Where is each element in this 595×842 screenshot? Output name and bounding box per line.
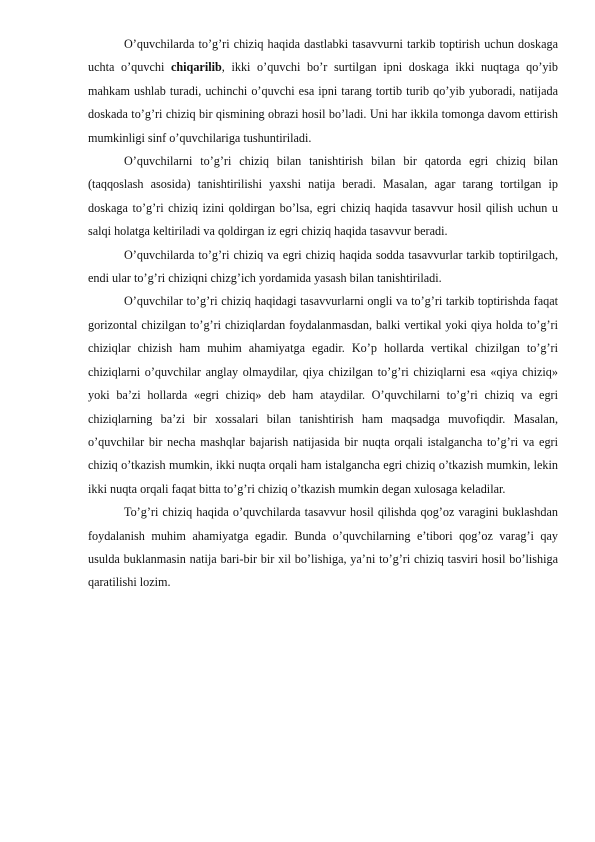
document-page bbox=[88, 33, 558, 595]
paragraph-1-text-start: O’quvchilarda to’g’ri chiziq haqida dastlabki tasavvurni tarkib toptirish uchun doskaga uchta o’quvchi bbox=[88, 37, 558, 75]
paragraph-1 bbox=[88, 33, 558, 150]
paragraph-5: To’g’ri chiziq haqida o’quvchilarda tasavvur hosil qilishda qog’oz varagini buklashdan foydalanish muhim ahamiyatga egadir. Bunda o’quvchilarning e’tibori qog’oz varag’i qay usulda buklanmasin natija bari-bir bir xil bo’lishiga, ya’ni to’g’ri chiziq tasviri hosil bo’lishiga qaratilishi lozim. bbox=[88, 505, 558, 590]
paragraph-3: O’quvchilarda to’g’ri chiziq va egri chiziq haqida sodda tasavvurlar tarkib toptirilgach, endi ular to’g’ri chiziqni chizg’ich yordamida yasash bilan tanishtiriladi. bbox=[88, 247, 558, 286]
paragraph-1-text-end: , ikki o’quvchi bo’r surtilgan ipni doskaga ikki nuqtaga qo’yib mahkam ushlab turadi, uchinchi o’quvchi esa ipni tarang tortib turib qo’yib yuboradi, natijada doskada to’g’ri chiziq bir qismining obrazi hosil bo’ladi. Uni har ikkila tomonga davom ettirish mumkinligi sinf o’quvchilariga tushuntiriladi. bbox=[88, 60, 558, 145]
paragraph-2: O’quvchilarni to’g’ri chiziq bilan tanishtirish bilan bir qatorda egri chiziq bilan (taqqoslash asosida) tanishtirilishi yaxshi natija beradi. Masalan, agar tarang tortilgan ip doskaga to’g’ri chiziq izini qoldirgan bo’lsa, egri chiziq haqida tasavvur hosil qilish uchun u salqi holatga keltiriladi va qoldirgan iz egri chiziq haqida tasavvur beradi. bbox=[88, 154, 558, 239]
bold-term: chiqarilib bbox=[170, 60, 222, 75]
paragraph-4: O’quvchilar to’g’ri chiziq haqidagi tasavvurlarni ongli va to’g’ri tarkib toptirishda faqat gorizontal chizilgan to’g’ri chiziqlardan foydalanmasdan, balki vertikal yoki qiya holda to’g’ri chiziqlar chizish ham muhim ahamiyatga egadir. Ko’p hollarda vertikal chizilgan to’g’ri chiziqlarni o’quvchilar anglay olmaydilar, qiya chizilgan to’g’ri chiziqlarni esa «qiya chiziq» yoki ba’zi hollarda «egri chiziq» deb ham ataydilar. O’quvchilarni to’g’ri chiziq va egri chiziqlarning ba’zi bir xossalari bilan tanishtirish ham maqsadga muvofiqdir. Masalan, o’quvchilar bir necha mashqlar bajarish natijasida bir nuqta orqali istalgancha to’g’ri va egri chiziq o’tkazish mumkin, ikki nuqta orqali ham istalgancha egri chiziq o’tkazish mumkin, lekin ikki nuqta orqali faqat bitta to’g’ri chiziq o’tkazish mumkin degan xulosaga keladilar. bbox=[88, 294, 558, 496]
